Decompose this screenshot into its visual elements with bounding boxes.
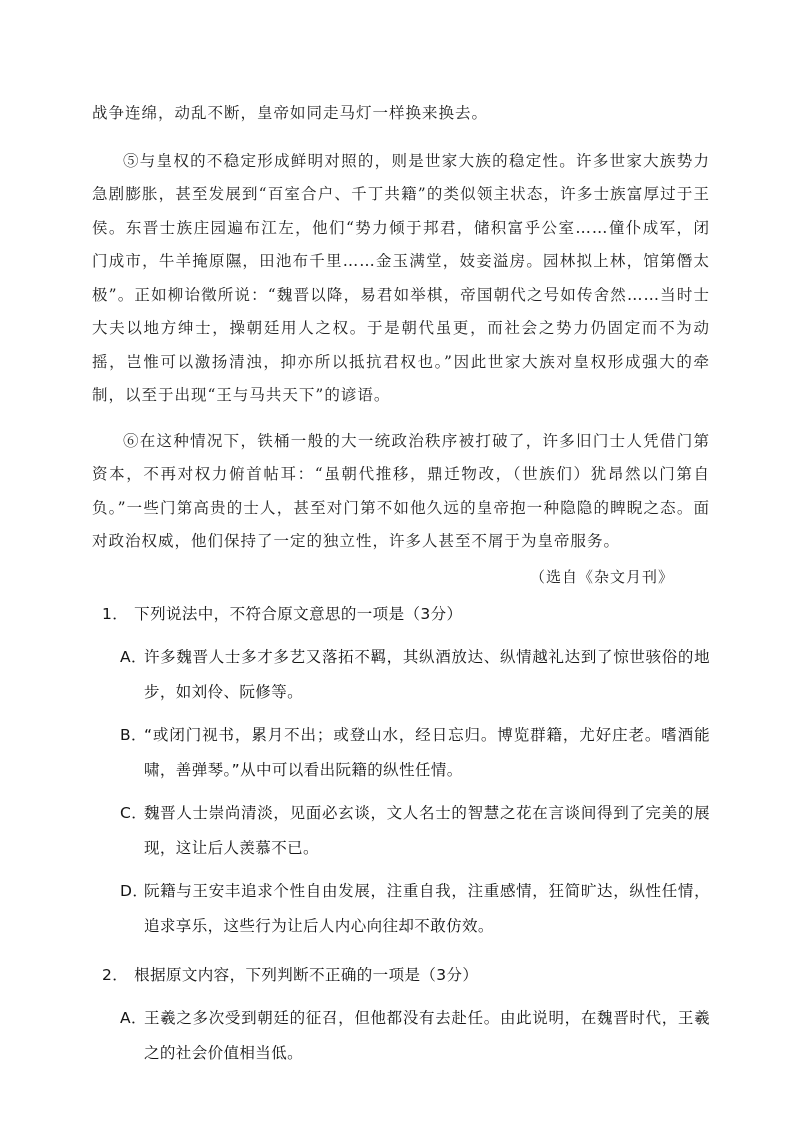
question-1-option-d-text: 阮籍与王安丰追求个性自由发展，注重自我，注重感情，狂简旷达，纵性任情，追求享乐，这些行为让后人内心向往却不敢仿效。 [144, 881, 710, 935]
question-1-option-a-label: A． [120, 647, 147, 666]
question-1-option-b-text: “或闭门视书，累月不出；或登山水，经日忘归。博览群籍，尤好庄老。嗜酒能啸，善弹琴。”从中可以看出阮籍的纵性任情。 [144, 725, 710, 779]
article-paragraph-5: ⑤与皇权的不稳定形成鲜明对照的，则是世家大族的稳定性。许多世家大族势力急剧膨胀，甚至发展到“百室合户、千丁共籍”的类似领主状态，许多士族富厚过于王侯。东晋士族庄园遍布江左，他们“势力倾于邦君，储积富乎公室……僮仆成军，闭门成市，牛羊掩原隰，田池布千里……金玉满堂，妓妾溢房。园林拟上林，馆第僭太极”。正如柳诒徵所说：“魏晋以降，易君如举棋，帝国朝代之号如传舍然……当时士大夫以地方绅士，操朝廷用人之权。于是朝代虽更，而社会之势力仍固定而不为动摇，岂惟可以激扬清浊，抑亦所以抵抗君权也。”因此世家大族对皇权形成强大的牵制，以至于出现“王与马共天下”的谚语。 [92, 151, 710, 404]
question-2 [102, 958, 710, 1071]
question-2-option-a-text: 王羲之多次受到朝廷的征召，但他都没有去赴任。由此说明，在魏晋时代，王羲之的社会价值相当低。 [144, 1008, 710, 1062]
question-2-option-a [102, 1001, 710, 1071]
question-2-stem-row [102, 958, 710, 993]
source-attribution: （选自《杂文月刊》 [529, 567, 674, 586]
question-1-option-a-text: 许多魏晋人士多才多艺又落拓不羁，其纵酒放达、纵情越礼达到了惊世骇俗的地步，如刘伶、阮修等。 [144, 647, 710, 701]
question-2-number: 2． [102, 965, 129, 984]
question-1-option-b [102, 718, 710, 788]
question-1-option-d-label: D． [120, 881, 149, 900]
question-2-stem: 根据原文内容，下列判断不正确的一项是（3分） [134, 965, 479, 984]
question-1-number: 1． [102, 604, 129, 623]
question-2-option-a-label: A． [120, 1008, 147, 1027]
question-1-stem: 下列说法中，不符合原文意思的一项是（3分） [134, 604, 463, 623]
question-1-option-a [102, 640, 710, 710]
question-1 [102, 597, 710, 944]
question-1-option-c-label: C． [120, 803, 148, 822]
question-1-stem-row [102, 597, 710, 632]
article-paragraph-6: ⑥在这种情况下，铁桶一般的大一统政治秩序被打破了，许多旧门士人凭借门第资本，不再对权力俯首帖耳：“虽朝代推移，鼎迁物改，（世族们）犹昂然以门第自负。”一些门第高贵的士人，甚至对门第不如他久远的皇帝抱一种隐隐的睥睨之态。面对政治权威，他们保持了一定的独立性，许多人甚至不屑于为皇帝服务。 [92, 431, 710, 550]
question-1-option-b-label: B． [120, 725, 147, 744]
question-1-option-c-text: 魏晋人士崇尚清淡，见面必玄谈，文人名士的智慧之花在言谈间得到了完美的展现，这让后人羡慕不已。 [144, 803, 710, 857]
article-continuation-line: 战争连绵，动乱不断，皇帝如同走马灯一样换来换去。 [92, 104, 489, 122]
question-1-option-c [102, 796, 710, 866]
question-1-option-d [102, 874, 710, 944]
